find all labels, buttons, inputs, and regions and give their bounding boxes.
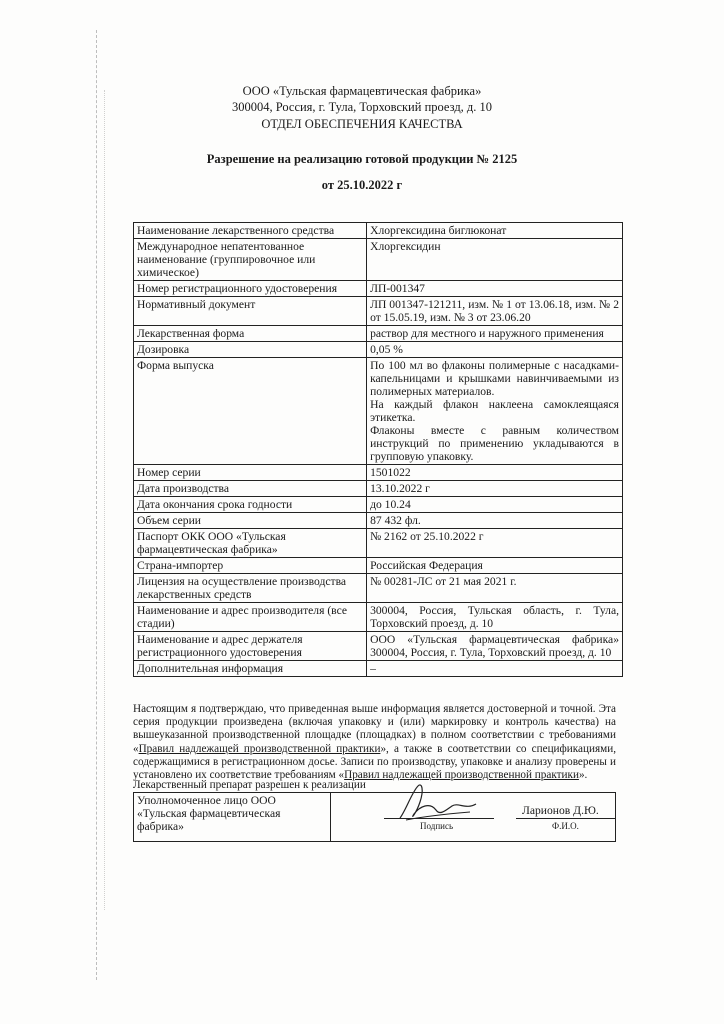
field-label: Международное непатентованное наименование (группировочное или химическое) [134, 239, 367, 281]
field-value [367, 529, 623, 558]
field-label: Наименование и адрес производителя (все стадии) [134, 603, 367, 632]
signature-line [384, 818, 494, 819]
field-value [367, 281, 623, 297]
field-value [367, 326, 623, 342]
field-value-line: 300004, Россия, Тульская область, г. Тула, Торховский проезд, д. 10 [370, 604, 619, 630]
table-row [134, 513, 623, 529]
signature-row [134, 793, 616, 842]
document-title: Разрешение на реализацию готовой продукции № 2125 [206, 152, 518, 166]
field-value-line: 0,05 % [370, 343, 403, 356]
field-label: Форма выпуска [134, 358, 367, 465]
gmp-reference: Правил надлежащей производственной практики [138, 742, 381, 755]
table-row [134, 465, 623, 481]
name-line [516, 818, 616, 819]
field-value [367, 465, 623, 481]
table-row [134, 603, 623, 632]
field-label: Дата окончания срока годности [134, 497, 367, 513]
field-value-line: – [370, 662, 376, 675]
signature-caption: Подпись [420, 821, 454, 831]
field-label: Нормативный документ [134, 297, 367, 326]
field-value-line: 87 432 фл. [370, 514, 421, 527]
field-value-line: 13.10.2022 г [370, 482, 430, 495]
field-label: Номер серии [134, 465, 367, 481]
table-row [134, 661, 623, 677]
signature-cell [331, 793, 616, 842]
field-value-line: № 2162 от 25.10.2022 г [370, 530, 484, 543]
field-value-line: Флаконы вместе с равным количеством инструкций по применению укладываются в групповую упаковку. [370, 424, 619, 463]
table-row [134, 529, 623, 558]
scan-artifact [96, 30, 103, 980]
field-label: Номер регистрационного удостоверения [134, 281, 367, 297]
field-label: Паспорт ОКК ООО «Тульская фармацевтическая фабрика» [134, 529, 367, 558]
table-row [134, 358, 623, 465]
field-label: Лекарственная форма [134, 326, 367, 342]
authorized-person: Уполномоченное лицо ООО «Тульская фармацевтическая фабрика» [134, 793, 331, 842]
table-row [134, 481, 623, 497]
field-value-line: По 100 мл во флаконы полимерные с насадками-капельницами и крышками навинчиваемыми из полимерных материалов. [370, 359, 619, 398]
field-value [367, 574, 623, 603]
table-row [134, 497, 623, 513]
field-value [367, 497, 623, 513]
declaration-part: », а также в соответствии со спецификациями, содержащимися в регистрационном досье. Записи по производству, упаковке и анализу проверены и установлено их соответствие требованиям « [133, 742, 616, 782]
field-value-line: Хлоргексидина биглюконат [370, 224, 507, 237]
field-value [367, 297, 623, 326]
signature-table [133, 792, 616, 842]
field-value-line: № 00281-ЛС от 21 мая 2021 г. [370, 575, 517, 588]
scan-artifact [104, 90, 107, 910]
field-value [367, 661, 623, 677]
field-value-line: На каждый флакон наклеена самоклеящаяся этикетка. [370, 398, 619, 424]
field-value-line: ЛП 001347-121211, изм. № 1 от 13.06.18, изм. № 2 от 15.05.19, изм. № 3 от 23.06.20 [370, 298, 619, 324]
product-info-table [133, 222, 623, 677]
company-address: 300004, Россия, г. Тула, Торховский проезд, д. 10 [231, 100, 493, 114]
field-value [367, 513, 623, 529]
field-label: Страна-импортер [134, 558, 367, 574]
field-value-line: 1501022 [370, 466, 411, 479]
product-info-rows [134, 223, 623, 677]
field-value-line: раствор для местного и наружного применения [370, 327, 604, 340]
field-value-line: Российская Федерация [370, 559, 483, 572]
company-name: ООО «Тульская фармацевтическая фабрика» [242, 84, 482, 98]
signatory-name: Ларионов Д.Ю. [522, 804, 599, 817]
department-name: ОТДЕЛ ОБЕСПЕЧЕНИЯ КАЧЕСТВА [261, 117, 463, 131]
field-value [367, 632, 623, 661]
field-value-line: до 10.24 [370, 498, 411, 511]
table-row [134, 558, 623, 574]
table-row [134, 223, 623, 239]
document-date: от 25.10.2022 г [321, 178, 403, 192]
field-value-line: ООО «Тульская фармацевтическая фабрика» 300004, Россия, г. Тула, Торховский проезд, д. 10 [370, 633, 619, 659]
table-row [134, 326, 623, 342]
declaration-text [133, 703, 616, 782]
field-label: Наименование лекарственного средства [134, 223, 367, 239]
field-value-line: ЛП-001347 [370, 282, 425, 295]
field-value-line: Хлоргексидин [370, 240, 441, 253]
table-row [134, 297, 623, 326]
table-row [134, 632, 623, 661]
field-value [367, 342, 623, 358]
gmp-reference: Правил надлежащей производственной практики [344, 769, 579, 782]
field-label: Объем серии [134, 513, 367, 529]
field-value [367, 223, 623, 239]
table-row [134, 574, 623, 603]
field-value [367, 481, 623, 497]
release-permit-text: Лекарственный препарат разрешен к реализации [133, 779, 366, 791]
declaration-part: Настоящим я подтверждаю, что приведенная выше информация является достоверной и точной. Эта серия продукции произведена (включая упаковку и (или) маркировку и контроль качества) на вышеуказанной производственной площадке (площадках) в полном соответствии с требованиями « [133, 703, 616, 755]
field-value [367, 558, 623, 574]
field-label: Дата производства [134, 481, 367, 497]
field-value [367, 603, 623, 632]
table-row [134, 342, 623, 358]
field-label: Наименование и адрес держателя регистрационного удостоверения [134, 632, 367, 661]
field-label: Лицензия на осуществление производства лекарственных средств [134, 574, 367, 603]
field-label: Дополнительная информация [134, 661, 367, 677]
field-value [367, 358, 623, 465]
name-caption: Ф.И.О. [552, 821, 579, 831]
field-label: Дозировка [134, 342, 367, 358]
declaration-part: ». [578, 769, 588, 782]
field-value [367, 239, 623, 281]
table-row [134, 281, 623, 297]
table-row [134, 239, 623, 281]
